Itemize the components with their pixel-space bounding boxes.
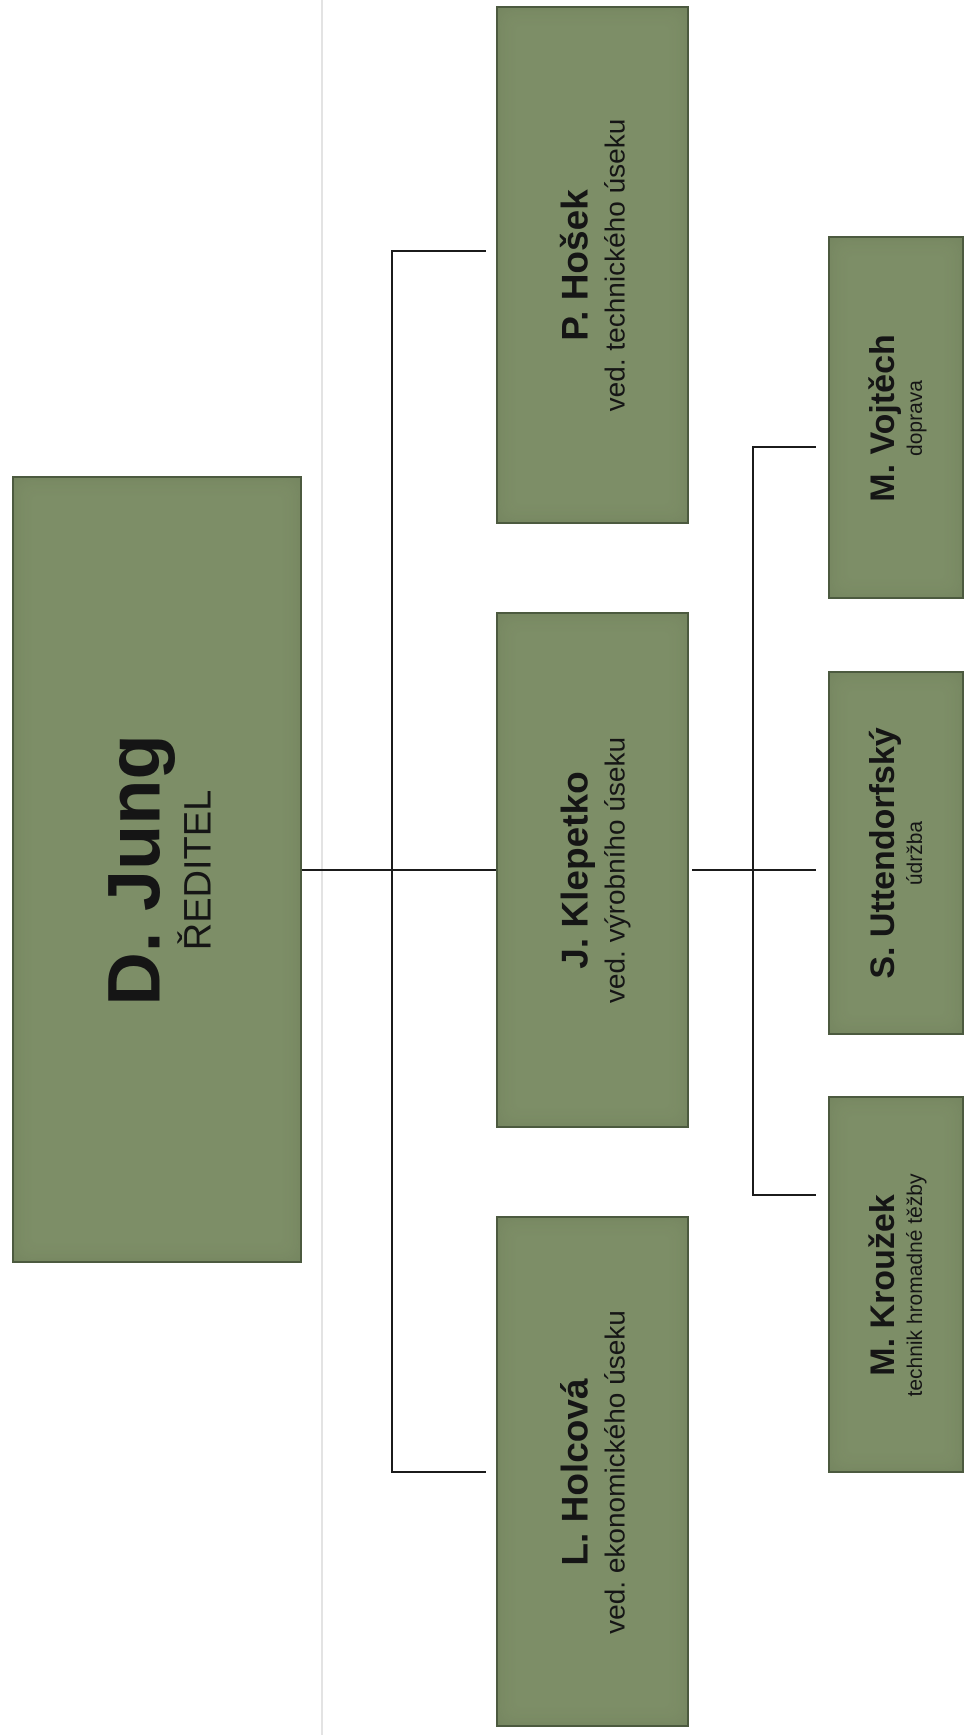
staff-box-krouzek [828, 1096, 964, 1473]
connector-staff-trunk [752, 446, 754, 1196]
connector-to-krouzek [752, 1194, 816, 1196]
connector-klepetko-to-staff [692, 869, 816, 871]
director-role: ŘEDITEL [177, 789, 220, 950]
department-head-name: L. Holcová [553, 1377, 595, 1566]
department-head-box-hosek [496, 6, 689, 524]
department-head-label [555, 119, 630, 412]
department-head-label [555, 1310, 630, 1634]
department-head-box-holcova [496, 1216, 689, 1727]
connector-to-hosek [391, 250, 486, 252]
connector-director-to-trunk [300, 869, 496, 871]
connector-to-vojtech [752, 446, 816, 448]
staff-label [865, 1173, 927, 1396]
director-box [12, 476, 302, 1263]
staff-label [865, 727, 927, 978]
department-head-name: J. Klepetko [553, 771, 595, 969]
connector-to-holcova [391, 1471, 486, 1473]
department-head-box-klepetko [496, 612, 689, 1128]
department-head-role: ved. výrobního úseku [598, 736, 630, 1004]
staff-role: údržba [904, 820, 928, 886]
connector-head-trunk [391, 250, 393, 1472]
staff-name: S. Uttendorfský [863, 727, 902, 979]
department-head-role: ved. technického úseku [598, 118, 630, 412]
page-divider [321, 0, 323, 1735]
director-name: D. Jung [92, 733, 176, 1006]
department-head-role: ved. ekonomického úseku [598, 1309, 630, 1634]
department-head-label [555, 737, 630, 1003]
staff-name: M. Vojtěch [863, 333, 902, 502]
staff-box-vojtech [828, 236, 964, 599]
staff-role: technik hromadné těžby [904, 1173, 928, 1396]
staff-name: M. Kroužek [863, 1193, 902, 1376]
staff-label [865, 334, 927, 502]
staff-box-uttendorfsky [828, 671, 964, 1035]
department-head-name: P. Hošek [553, 189, 595, 341]
staff-role: doprava [904, 379, 928, 456]
director-label [93, 734, 220, 1005]
